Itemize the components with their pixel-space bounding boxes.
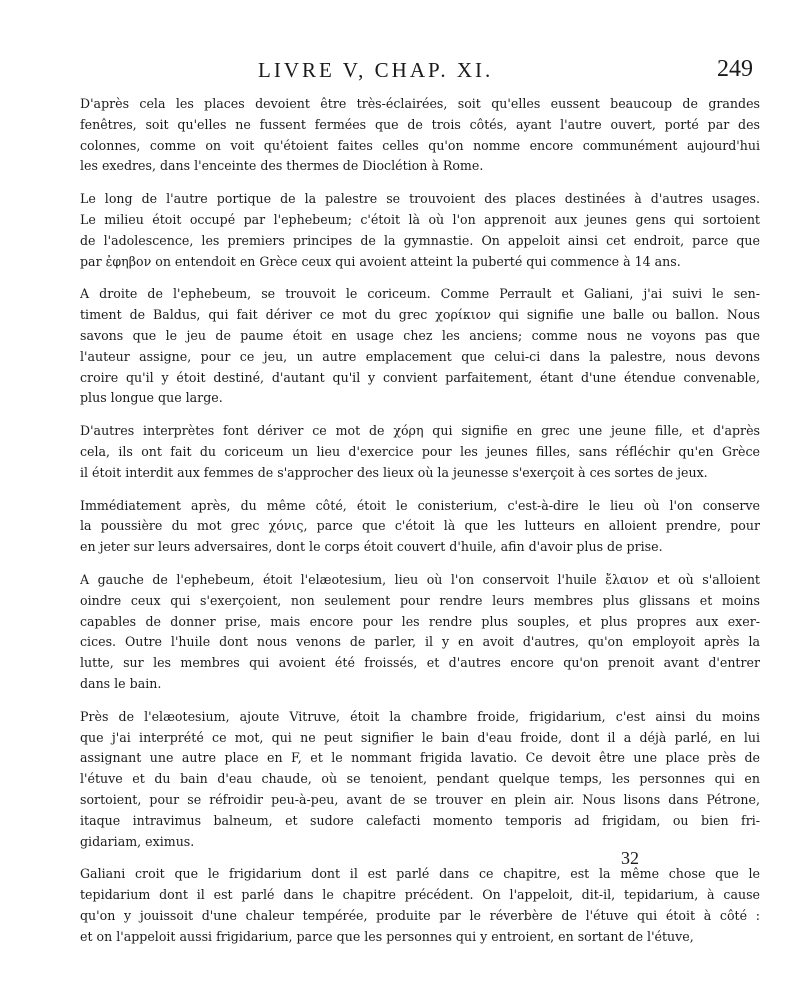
text-line: itaque intravimus balneum, et sudore calefacti momento temporis ad frigidam, ou bien fri-: [80, 812, 760, 828]
text-line: oindre ceux qui s'exerçoient, non seulement pour rendre leurs membres plus glissans et moins: [80, 592, 760, 608]
text-line: en jeter sur leurs adversaires, dont le corps étoit couvert d'huile, afin d'avoir plus de prise.: [80, 539, 663, 555]
paragraph: [80, 570, 760, 695]
text-line: lutte, sur les membres qui avoient été froissés, et d'autres encore qu'on prenoit avant d'entrer: [80, 655, 760, 671]
text-line: capables de donner prise, mais encore pour les rendre plus souples, et plus propres aux exer-: [80, 613, 760, 629]
text-line: fenêtres, soit qu'elles ne fussent fermées que de trois côtés, ayant l'autre ouvert, porté par des: [80, 116, 760, 132]
text-line: de l'adolescence, les premiers principes de la gymnastie. On appeloit ainsi cet endroit, parce que: [80, 232, 760, 248]
body-text: [80, 94, 760, 959]
paragraph: [80, 496, 760, 558]
text-line: Immédiatement après, du même côté, étoit le conisterium, c'est-à-dire le lieu où l'on conserve: [80, 497, 760, 513]
text-line: l'auteur assigne, pour ce jeu, un autre emplacement que celui-ci dans la palestre, nous devons: [80, 348, 760, 364]
text-line: tepidarium dont il est parlé dans le chapitre précédent. On l'appeloit, dit-il, tepidarium, à cause: [80, 887, 760, 903]
text-line: qu'on y jouissoit d'une chaleur tempérée, produite par le réverbère de l'étuve qui étoit à côté :: [80, 907, 760, 923]
text-line: A droite de l'ephebeum, se trouvoit le coriceum. Comme Perrault et Galiani, j'ai suivi le sen-: [80, 286, 760, 302]
text-line: il étoit interdit aux femmes de s'approcher des lieux où la jeunesse s'exerçoit à ces sortes de jeux.: [80, 464, 708, 480]
text-line: dans le bain.: [80, 675, 162, 691]
text-line: timent de Baldus, qui fait dériver ce mot du grec χορίκιον qui signifie une balle ou ballon. Nous: [80, 307, 760, 323]
text-line: cela, ils ont fait du coriceum un lieu d'exercice pour les jeunes filles, sans réfléchir qu'en Grèce: [80, 443, 760, 459]
text-line: Près de l'elæotesium, ajoute Vitruve, étoit la chambre froide, frigidarium, c'est ainsi du moins: [80, 708, 760, 724]
text-line: cices. Outre l'huile dont nous venons de parler, il y en avoit d'autres, qu'on employoit après la: [80, 634, 760, 650]
text-line: les exedres, dans l'enceinte des thermes de Dioclétion à Rome.: [80, 158, 484, 174]
signature-mark: 32: [621, 848, 639, 868]
running-head: [0, 56, 791, 86]
text-line: A gauche de l'ephebeum, étoit l'elæotesium, lieu où l'on conservoit l'huile ἔλαιον et où s'alloient: [80, 571, 760, 587]
text-line: et on l'appeloit aussi frigidarium, parce que les personnes qui y entroient, en sortant de l'étuve,: [80, 928, 694, 944]
text-line: sortoient, pour se réfroidir peu-à-peu, avant de se trouver en plein air. Nous lisons dans Pétrone,: [80, 791, 760, 807]
text-line: Le milieu étoit occupé par l'ephebeum; c'étoit là où l'on apprenoit aux jeunes gens qui sortoient: [80, 211, 760, 227]
paragraph: [80, 284, 760, 409]
page-number: 249: [717, 56, 753, 82]
text-line: l'étuve et du bain d'eau chaude, où se tenoient, pendant quelque temps, les personnes qui en: [80, 771, 760, 787]
text-line: Galiani croit que le frigidarium dont il est parlé dans ce chapitre, est la même chose que le: [80, 866, 760, 882]
text-line: croire qu'il y étoit destiné, d'autant qu'il y convient parfaitement, étant d'une étendue convenable,: [80, 369, 760, 385]
text-line: assignant une autre place en F, et le nommant frigida lavatio. Ce devoit être une place près de: [80, 750, 760, 766]
paragraph: [80, 94, 760, 177]
text-line: D'après cela les places devoient être très-éclairées, soit qu'elles eussent beaucoup de grandes: [80, 96, 760, 111]
text-line: Le long de l'autre portique de la palestre se trouvoient des places destinées à d'autres usages.: [80, 191, 760, 207]
text-line: gidariam, eximus.: [80, 833, 195, 849]
text-line: la poussière du mot grec χόνις, parce que c'étoit là que les lutteurs en alloient prendre, pour: [80, 518, 760, 534]
paragraph: [80, 864, 760, 947]
text-line: plus longue que large.: [80, 390, 223, 406]
paragraph: [80, 421, 760, 483]
running-title: LIVRE V, CHAP. XI.: [258, 58, 494, 82]
text-line: que j'ai interprété ce mot, qui ne peut signifier le bain d'eau froide, dont il a déjà parlé, en lui: [80, 729, 760, 745]
text-line: par ἐφηβον on entendoit en Grèce ceux qui avoient atteint la puberté qui commence à 14 ans.: [80, 253, 681, 269]
paragraph: [80, 707, 760, 853]
text-line: D'autres interprètes font dériver ce mot de χόρη qui signifie en grec une jeune fille, et d'après: [80, 423, 760, 439]
text-line: savons que le jeu de paume étoit en usage chez les anciens; comme nous ne voyons pas que: [80, 327, 760, 343]
text-line: colonnes, comme on voit qu'étoient faites celles qu'on nomme encore communément aujourd'hui: [80, 137, 760, 153]
paragraph: [80, 189, 760, 272]
